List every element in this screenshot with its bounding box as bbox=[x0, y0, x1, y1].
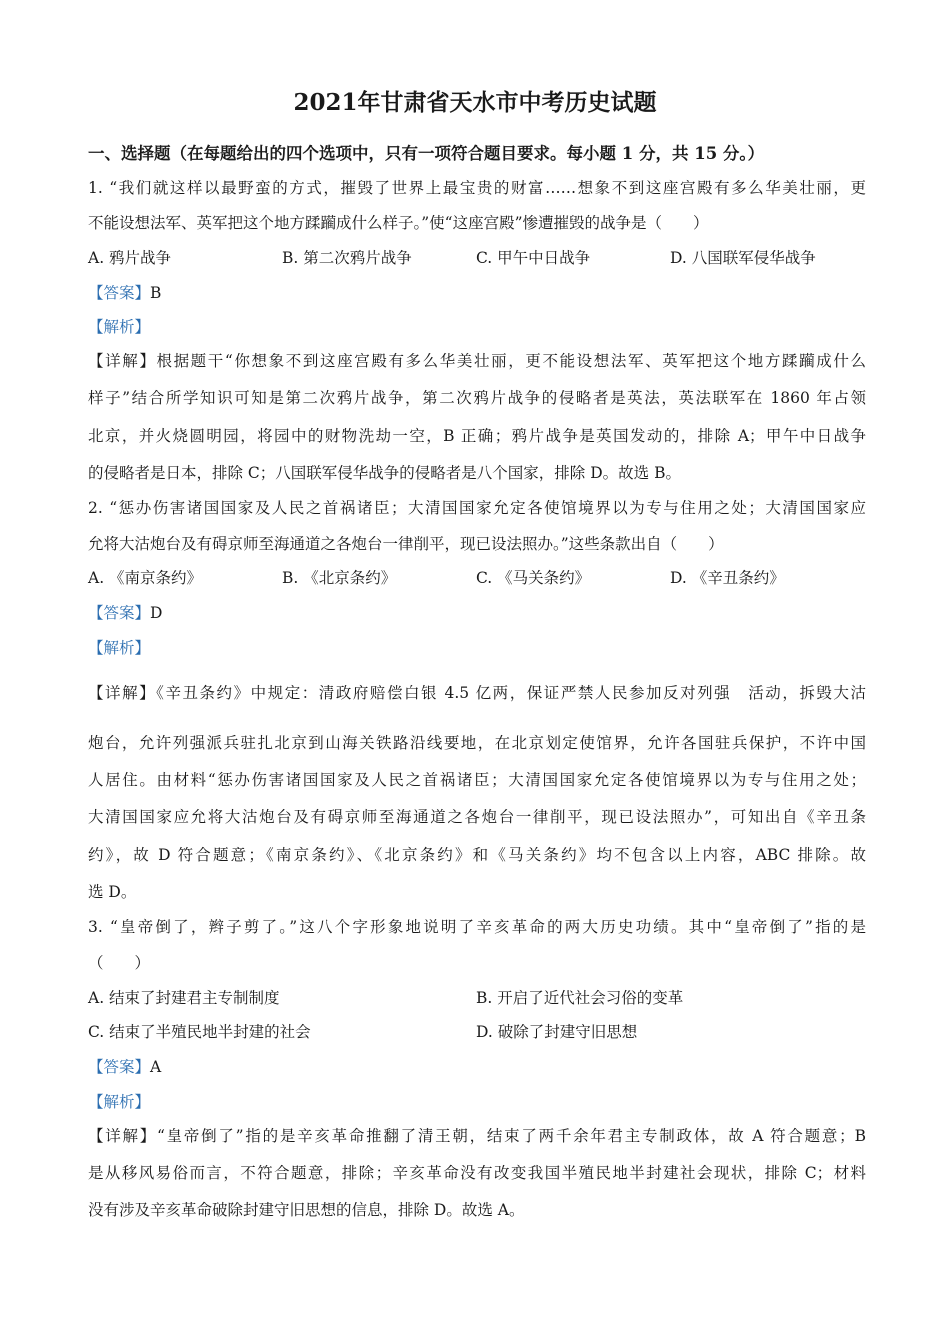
q3-detail-text-1: “皇帝倒了”指的是辛亥革命推翻了清王朝，结束了两千余年君主专制政体，故 A 符合题意；B bbox=[157, 1127, 866, 1145]
q3-detail-line-1 bbox=[88, 1124, 866, 1148]
q3-answer-tag: 【答案】 bbox=[88, 1058, 151, 1076]
q2-option-b: B. 《北京条约》 bbox=[282, 569, 397, 587]
q1-detail-line-1 bbox=[88, 349, 866, 373]
q3-stem-line-1: 3. “皇帝倒了，辫子剪了。”这八个字形象地说明了辛亥革命的两大历史功绩。其中“皇帝倒了”指的是 bbox=[88, 918, 866, 936]
q3-answer-value: A bbox=[150, 1058, 162, 1076]
q2-detail-line-4: 大清国国家应允将大沽炮台及有碍京师至海通道之各炮台一律削平，现已设法照办”，可知出自《辛丑条 bbox=[88, 808, 866, 826]
q3-analysis-tag: 【解析】 bbox=[88, 1093, 151, 1111]
q2-answer-tag: 【答案】 bbox=[88, 604, 151, 622]
q2-detail-line-1 bbox=[88, 681, 866, 705]
q2-detail-text-1: 《辛丑条约》中规定：清政府赔偿白银 4.5 亿两，保证严禁人民参加反对列强 活动，拆毁大沽 bbox=[156, 684, 866, 702]
q1-detail-line-3: 北京，并火烧圆明园，将园中的财物洗劫一空，B 正确；鸦片战争是英国发动的，排除 A；甲午中日战争 bbox=[88, 427, 866, 445]
q2-detail-tag: 【详解】 bbox=[88, 684, 157, 702]
q2-answer-value: D bbox=[150, 604, 163, 622]
q2-option-a: A. 《南京条约》 bbox=[88, 569, 203, 587]
q1-stem-line-1: 1. “我们就这样以最野蛮的方式，摧毁了世界上最宝贵的财富……想象不到这座宫殿有多么华美壮丽，更 bbox=[88, 179, 866, 197]
q2-option-c: C. 《马关条约》 bbox=[476, 569, 591, 587]
q3-option-c: C. 结束了半殖民地半封建的社会 bbox=[88, 1023, 311, 1041]
section-heading: 一、选择题（在每题给出的四个选项中，只有一项符合题目要求。每小题 1 分，共 15 分。） bbox=[88, 144, 765, 163]
q2-detail-line-6: 选 D。 bbox=[88, 883, 137, 901]
q1-option-a: A. 鸦片战争 bbox=[88, 249, 172, 267]
q2-detail-line-2: 炮台，允许列强派兵驻扎北京到山海关铁路沿线要地，在北京划定使馆界，允许各国驻兵保护，不许中国 bbox=[88, 734, 866, 752]
q2-stem-line-1: 2. “惩办伤害诸国国家及人民之首祸诸臣；大清国国家允定各使馆境界以为专与住用之处；大清国国家应 bbox=[88, 499, 866, 517]
page-title: 2021年甘肃省天水市中考历史试题 bbox=[293, 89, 657, 116]
q3-option-a: A. 结束了封建君主专制制度 bbox=[88, 989, 280, 1007]
q1-option-d: D. 八国联军侵华战争 bbox=[670, 249, 816, 267]
q3-detail-line-2: 是从移风易俗而言，不符合题意，排除；辛亥革命没有改变我国半殖民地半封建社会现状，排除 C；材料 bbox=[88, 1164, 866, 1182]
q3-detail-tag: 【详解】 bbox=[88, 1127, 157, 1145]
q2-option-d: D. 《辛丑条约》 bbox=[670, 569, 785, 587]
q2-detail-line-3: 人居住。由材料“惩办伤害诸国国家及人民之首祸诸臣；大清国国家允定各使馆境界以为专与住用之处； bbox=[88, 771, 866, 789]
q1-option-c: C. 甲午中日战争 bbox=[476, 249, 591, 267]
q1-analysis-tag: 【解析】 bbox=[88, 318, 151, 336]
q3-stem-line-2: （ ） bbox=[88, 954, 151, 972]
q3-option-b: B. 开启了近代社会习俗的变革 bbox=[476, 989, 684, 1007]
q3-answer bbox=[88, 1055, 161, 1079]
q1-detail-text-1: 根据题干“你想象不到这座宫殿有多么华美壮丽，更不能设想法军、英军把这个地方蹂躏成什么 bbox=[156, 352, 866, 370]
q2-analysis-tag: 【解析】 bbox=[88, 639, 151, 657]
q1-option-b: B. 第二次鸦片战争 bbox=[282, 249, 412, 267]
q1-detail-tag: 【详解】 bbox=[88, 352, 157, 370]
q2-detail-line-5: 约》，故 D 符合题意；《南京条约》、《北京条约》和《马关条约》均不包含以上内容，ABC 排除。故 bbox=[88, 846, 866, 864]
q1-detail-line-2: 样子”结合所学知识可知是第二次鸦片战争，第二次鸦片战争的侵略者是英法，英法联军在 1860 年占领 bbox=[88, 389, 866, 407]
q1-answer bbox=[88, 281, 161, 305]
q1-answer-value: B bbox=[150, 284, 162, 302]
q1-detail-line-4: 的侵略者是日本，排除 C；八国联军侵华战争的侵略者是八个国家，排除 D。故选 B。 bbox=[88, 464, 681, 482]
q2-stem-line-2: 允将大沽炮台及有碍京师至海通道之各炮台一律削平，现已设法照办。”这些条款出自（ ） bbox=[88, 535, 724, 553]
q1-answer-tag: 【答案】 bbox=[88, 284, 151, 302]
q3-option-d: D. 破除了封建守旧思想 bbox=[476, 1023, 638, 1041]
q2-answer bbox=[88, 601, 162, 625]
q3-detail-line-3: 没有涉及辛亥革命破除封建守旧思想的信息，排除 D。故选 A。 bbox=[88, 1201, 525, 1219]
q1-stem-line-2: 不能设想法军、英军把这个地方蹂躏成什么样子。”使“这座宫殿”惨遭摧毁的战争是（ ） bbox=[88, 214, 709, 232]
